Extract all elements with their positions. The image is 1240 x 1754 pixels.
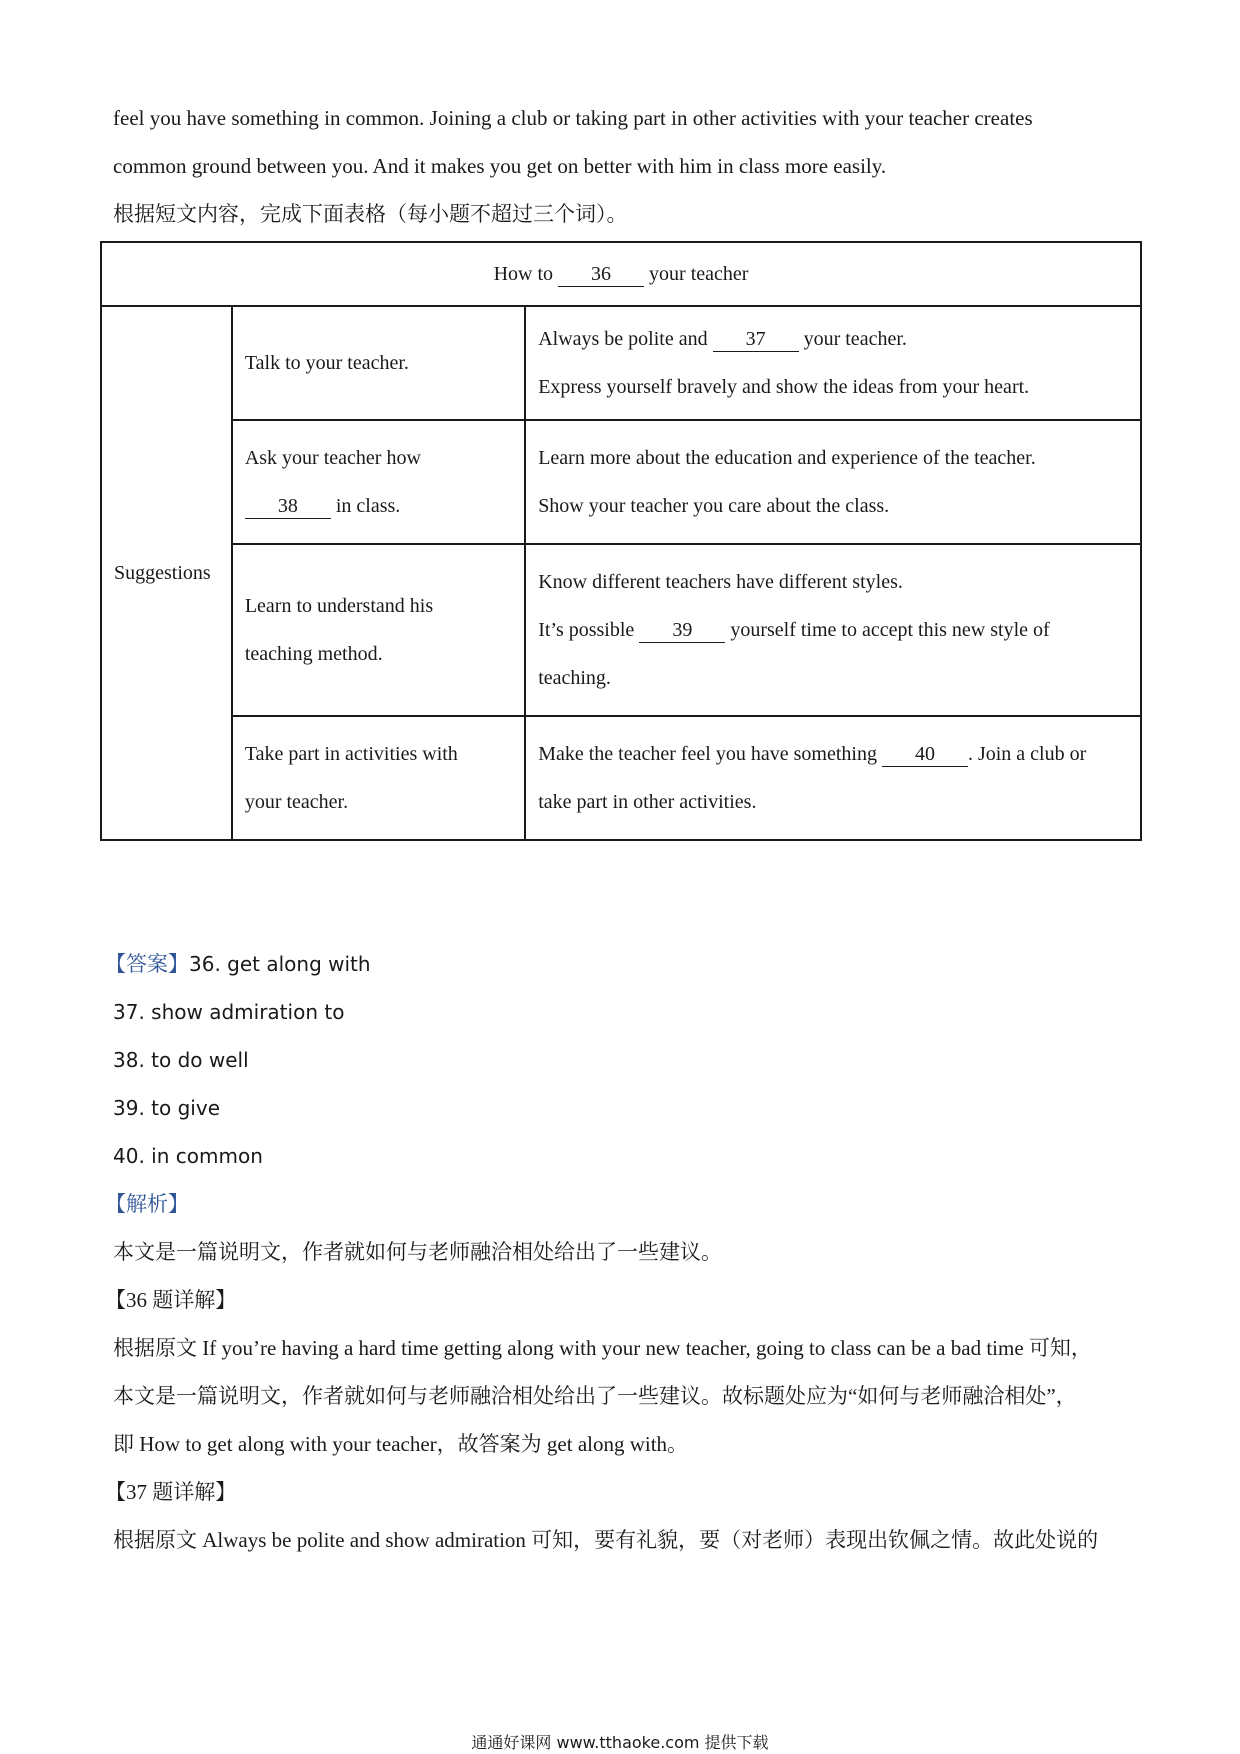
analysis-label: 【解析】 bbox=[105, 1192, 189, 1216]
analysis-summary: 本文是一篇说明文，作者就如何与老师融洽相处给出了一些建议。 bbox=[113, 1240, 722, 1264]
suggestions-label: Suggestions bbox=[101, 306, 232, 840]
answer-40: 40. in common bbox=[113, 1144, 263, 1168]
blank-38: 38 bbox=[245, 494, 331, 519]
worksheet-table bbox=[100, 241, 1142, 841]
q36-line-3: 即 How to get along with your teacher，故答案为 get along with。 bbox=[113, 1432, 689, 1456]
suggestion-4: Take part in activities with your teacher. bbox=[232, 716, 525, 840]
blank-39: 39 bbox=[639, 618, 725, 643]
suggestion-2: Ask your teacher how 38 in class. bbox=[232, 420, 525, 544]
detail-1: Always be polite and 37 your teacher. Express yourself bravely and show the ideas from your heart. bbox=[525, 306, 1141, 420]
blank-36: 36 bbox=[558, 262, 644, 287]
q37-label: 【37 题详解】 bbox=[105, 1480, 237, 1504]
footer-source: 通通好课网 www.tthaoke.com 提供下载 bbox=[471, 1733, 769, 1752]
detail-2: Learn more about the education and experience of the teacher. Show your teacher you care about the class. bbox=[525, 420, 1141, 544]
detail-3: Know different teachers have different styles. It’s possible 39 yourself time to accept this new style of teaching. bbox=[525, 544, 1141, 716]
detail-4: Make the teacher feel you have something 40 . Join a club or take part in other activities. bbox=[525, 716, 1141, 840]
q37-line-1: 根据原文 Always be polite and show admiration 可知，要有礼貌，要（对老师）表现出钦佩之情。故此处说的 bbox=[113, 1528, 1099, 1552]
intro-line-2: common ground between you. And it makes you get on better with him in class more easily. bbox=[113, 154, 887, 178]
table-title: How to 36 your teacher bbox=[101, 242, 1141, 306]
answers-heading bbox=[105, 950, 371, 978]
answer-36: 36. get along with bbox=[189, 952, 371, 976]
q36-label: 【36 题详解】 bbox=[105, 1288, 237, 1312]
answer-38: 38. to do well bbox=[113, 1048, 249, 1072]
blank-37: 37 bbox=[713, 327, 799, 352]
answer-39: 39. to give bbox=[113, 1096, 220, 1120]
suggestion-3: Learn to understand his teaching method. bbox=[232, 544, 525, 716]
instruction: 根据短文内容，完成下面表格（每小题不超过三个词）。 bbox=[113, 202, 628, 226]
answer-37: 37. show admiration to bbox=[113, 1000, 345, 1024]
intro-line-1: feel you have something in common. Joining a club or taking part in other activities with your teacher creates bbox=[113, 106, 1033, 130]
answers-label: 【答案】 bbox=[105, 952, 189, 976]
blank-40: 40 bbox=[882, 742, 968, 767]
suggestion-1: Talk to your teacher. bbox=[232, 306, 525, 420]
q36-line-1: 根据原文 If you’re having a hard time getting along with your new teacher, going to class can be a bad time 可知， bbox=[113, 1336, 1092, 1360]
q36-line-2: 本文是一篇说明文，作者就如何与老师融洽相处给出了一些建议。故标题处应为“如何与老师融洽相处”， bbox=[113, 1384, 1077, 1408]
